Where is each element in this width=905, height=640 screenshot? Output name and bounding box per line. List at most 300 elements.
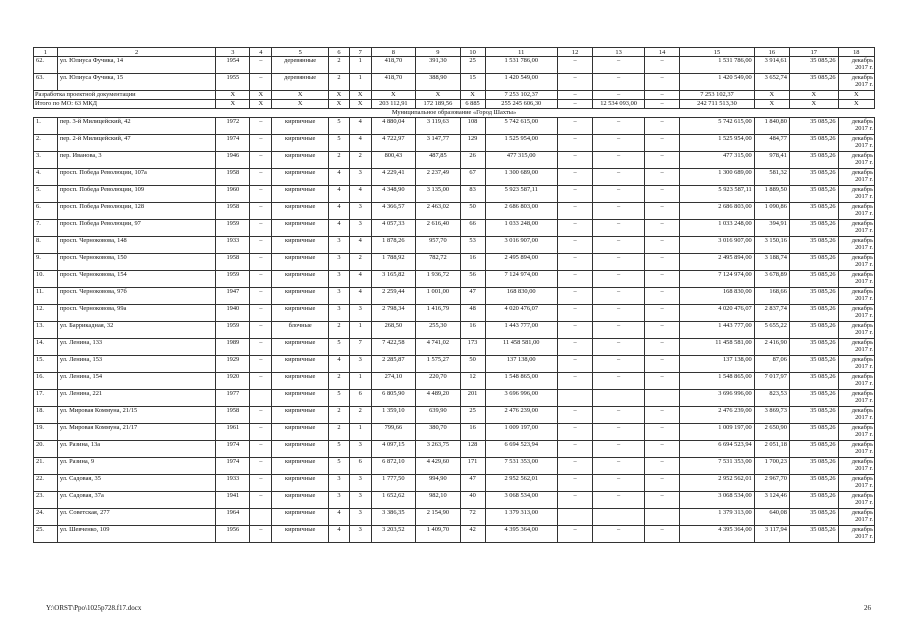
table-cell: 3 [329, 305, 350, 322]
table-cell: 3 263,75 [416, 441, 461, 458]
table-cell: кирпичные [272, 118, 329, 135]
table-cell: – [593, 254, 645, 271]
table-cell: 3 165,82 [371, 271, 416, 288]
table-cell: 1961 [216, 424, 250, 441]
table-cell: – [250, 407, 272, 424]
table-cell: 35 085,26 [789, 407, 838, 424]
table-cell: 201 [460, 390, 485, 407]
table-cell: 3 [349, 356, 371, 373]
table-cell: 25 [460, 57, 485, 74]
table-cell: декабрь 2017 г. [838, 356, 874, 373]
table-cell: 35 085,26 [789, 74, 838, 91]
table-cell: кирпичные [272, 424, 329, 441]
design-docs-row [34, 91, 875, 100]
table-cell: 2 [329, 74, 350, 91]
table-cell: 20. [34, 441, 58, 458]
table-cell: кирпичные [272, 441, 329, 458]
table-cell: 2 686 803,00 [485, 203, 558, 220]
table-cell: – [558, 424, 593, 441]
table-cell: – [593, 305, 645, 322]
table-cell: 14. [34, 339, 58, 356]
table-cell: – [593, 118, 645, 135]
table-cell: – [558, 322, 593, 339]
table-cell: X [754, 91, 789, 100]
table-cell: кирпичные [272, 339, 329, 356]
table-cell: 3 386,35 [371, 509, 416, 526]
table-cell: кирпичные [272, 186, 329, 203]
table-cell: X [838, 91, 874, 100]
table-cell: – [558, 100, 593, 109]
table-cell: 23. [34, 492, 58, 509]
table-cell: 35 085,26 [789, 135, 838, 152]
table-cell: – [558, 475, 593, 492]
table-cell: кирпичные [272, 390, 329, 407]
table-cell: – [250, 339, 272, 356]
table-cell: – [644, 203, 679, 220]
column-number: 14 [644, 48, 679, 57]
column-number-row [34, 48, 875, 57]
table-cell: – [644, 186, 679, 203]
table-cell: X [349, 91, 371, 100]
table-cell: декабрь 2017 г. [838, 492, 874, 509]
table-cell: 978,41 [754, 152, 789, 169]
table-cell: 12. [34, 305, 58, 322]
table-cell: 1 777,50 [371, 475, 416, 492]
table-cell: – [593, 152, 645, 169]
column-number: 4 [250, 48, 272, 57]
table-cell: – [558, 458, 593, 475]
column-number: 3 [216, 48, 250, 57]
table-cell: декабрь 2017 г. [838, 203, 874, 220]
table-cell: 1933 [216, 475, 250, 492]
table-cell: 35 085,26 [789, 492, 838, 509]
table-cell: – [558, 441, 593, 458]
table-cell: – [593, 424, 645, 441]
table-cell: – [644, 526, 679, 543]
table-cell: 1 548 865,00 [485, 373, 558, 390]
table-cell: декабрь 2017 г. [838, 339, 874, 356]
table-cell [250, 509, 272, 526]
table-cell: – [558, 271, 593, 288]
table-cell: кирпичные [272, 135, 329, 152]
table-cell: – [250, 237, 272, 254]
table-cell: 171 [460, 458, 485, 475]
table-cell: 4 489,20 [416, 390, 461, 407]
table-cell: X [216, 100, 250, 109]
table-cell: 1 700,23 [754, 458, 789, 475]
table-cell: – [593, 441, 645, 458]
table-cell: декабрь 2017 г. [838, 424, 874, 441]
table-cell: – [644, 458, 679, 475]
table-cell: – [250, 57, 272, 74]
table-cell: 9. [34, 254, 58, 271]
table-cell: 982,10 [416, 492, 461, 509]
table-cell: X [272, 91, 329, 100]
table-cell: 7 [349, 339, 371, 356]
table-cell: 4 020 476,07 [680, 305, 755, 322]
table-cell: 4 [349, 186, 371, 203]
table-cell: X [460, 91, 485, 100]
table-cell: 3 [329, 492, 350, 509]
table-cell: просп. Победа Революции, 109 [57, 186, 215, 203]
table-cell: 1 420 549,00 [680, 74, 755, 91]
table-cell: – [250, 135, 272, 152]
table-cell: 394,91 [754, 220, 789, 237]
table-cell: 6 885 [460, 100, 485, 109]
table-cell: просп. Черноковова, 99а [57, 305, 215, 322]
section-title: Муниципальное образование «Город Шахты» [34, 109, 875, 118]
table-cell: 3 [349, 305, 371, 322]
table-cell: 1 889,50 [754, 186, 789, 203]
table-cell: кирпичные [272, 169, 329, 186]
table-cell: – [558, 74, 593, 91]
table-cell: 1941 [216, 492, 250, 509]
table-cell: кирпичные [272, 254, 329, 271]
table-cell: 2 495 894,00 [680, 254, 755, 271]
table-cell: – [644, 407, 679, 424]
table-cell: 3 869,73 [754, 407, 789, 424]
table-cell: кирпичные [272, 407, 329, 424]
table-row [34, 492, 875, 509]
table-cell: 1920 [216, 373, 250, 390]
table-cell: 2 154,90 [416, 509, 461, 526]
table-cell: 3 [349, 475, 371, 492]
table-cell: кирпичные [272, 220, 329, 237]
table-cell: 5 [329, 339, 350, 356]
table-cell: – [644, 492, 679, 509]
table-cell: – [558, 407, 593, 424]
table-cell: 4 722,97 [371, 135, 416, 152]
table-cell: 35 085,26 [789, 169, 838, 186]
table-row [34, 458, 875, 475]
table-cell: 35 085,26 [789, 57, 838, 74]
table-cell: ул. Мировая Коммуна, 21/15 [57, 407, 215, 424]
table-cell: 7 017,97 [754, 373, 789, 390]
table-cell: пер. Иванова, 3 [57, 152, 215, 169]
footer-file-path: Y:\ORST\Ppo\1025p728.f17.docx [46, 604, 142, 612]
table-cell: 35 085,26 [789, 322, 838, 339]
table-cell: 16 [460, 322, 485, 339]
table-cell: – [644, 271, 679, 288]
table-cell: 3 150,16 [754, 237, 789, 254]
table-cell: 4 741,02 [416, 339, 461, 356]
table-cell: – [644, 288, 679, 305]
table-cell: 4 395 364,00 [485, 526, 558, 543]
table-cell: ул. Шевченко, 109 [57, 526, 215, 543]
table-cell: – [250, 356, 272, 373]
table-cell: 255 245 606,30 [485, 100, 558, 109]
table-cell: – [644, 220, 679, 237]
table-cell: декабрь 2017 г. [838, 74, 874, 91]
column-number: 12 [558, 48, 593, 57]
table-cell: декабрь 2017 г. [838, 526, 874, 543]
table-cell: 18. [34, 407, 58, 424]
table-cell: 1 [349, 57, 371, 74]
table-cell: 2 [349, 254, 371, 271]
table-cell: 3 [329, 254, 350, 271]
table-cell: – [644, 339, 679, 356]
table-cell: – [250, 441, 272, 458]
table-cell: 67 [460, 169, 485, 186]
table-cell: 3 696 996,00 [485, 390, 558, 407]
table-cell: 35 085,26 [789, 475, 838, 492]
table-cell: 7 253 102,37 [680, 91, 755, 100]
table-row [34, 509, 875, 526]
table-cell: – [558, 152, 593, 169]
table-cell: 4 [349, 135, 371, 152]
table-cell: 3 147,77 [416, 135, 461, 152]
table-cell: 8. [34, 237, 58, 254]
table-cell: X [371, 91, 416, 100]
table-cell: 3 119,63 [416, 118, 461, 135]
table-cell: 12 534 093,00 [593, 100, 645, 109]
table-cell: 380,70 [416, 424, 461, 441]
table-cell: – [250, 186, 272, 203]
table-row [34, 441, 875, 458]
column-number: 18 [838, 48, 874, 57]
section-row [34, 109, 875, 118]
table-cell: 3 914,61 [754, 57, 789, 74]
table-cell [250, 390, 272, 407]
table-cell: 47 [460, 475, 485, 492]
table-cell: 1958 [216, 407, 250, 424]
table-cell: 1958 [216, 169, 250, 186]
table-cell: 35 085,26 [789, 254, 838, 271]
table-cell: – [250, 169, 272, 186]
column-number: 8 [371, 48, 416, 57]
table-cell: 1989 [216, 339, 250, 356]
table-cell: ул. Разина, 9 [57, 458, 215, 475]
table-cell: 1 033 248,00 [485, 220, 558, 237]
table-cell: 3 [349, 492, 371, 509]
table-cell: 2 837,74 [754, 305, 789, 322]
table-cell: – [593, 458, 645, 475]
table-cell: 3 [329, 288, 350, 305]
table-cell: 2 967,70 [754, 475, 789, 492]
table-cell: кирпичные [272, 203, 329, 220]
table-cell: – [644, 152, 679, 169]
table-cell: 35 085,26 [789, 288, 838, 305]
table-cell: 487,85 [416, 152, 461, 169]
table-cell: 6 [349, 390, 371, 407]
table-cell: деревянные [272, 74, 329, 91]
table-cell: 19. [34, 424, 58, 441]
table-cell: декабрь 2017 г. [838, 220, 874, 237]
table-cell: просп. Черноковова, 154 [57, 271, 215, 288]
table-cell: 3 [349, 441, 371, 458]
table-cell: 4 [349, 271, 371, 288]
table-cell: – [558, 135, 593, 152]
table-cell: 1977 [216, 390, 250, 407]
table-cell: ул. Баррикадная, 32 [57, 322, 215, 339]
table-cell: просп. Победа Революции, 128 [57, 203, 215, 220]
table-cell: 1959 [216, 271, 250, 288]
table-cell: ул. Садовая, 37а [57, 492, 215, 509]
table-cell: 4 [329, 220, 350, 237]
table-cell: 1940 [216, 305, 250, 322]
table-cell: 7 124 974,00 [680, 271, 755, 288]
table-cell: 1 300 689,00 [485, 169, 558, 186]
table-row [34, 356, 875, 373]
table-cell: 2 952 562,01 [485, 475, 558, 492]
table-cell: 168 830,00 [680, 288, 755, 305]
table-cell: ул. Ленина, 153 [57, 356, 215, 373]
table-cell: 15. [34, 356, 58, 373]
table-cell: 35 085,26 [789, 305, 838, 322]
table-cell: – [644, 441, 679, 458]
table-cell: – [644, 424, 679, 441]
table-cell: – [644, 57, 679, 74]
table-cell: 2 416,90 [754, 339, 789, 356]
table-cell: – [593, 186, 645, 203]
table-cell: – [558, 288, 593, 305]
table-cell: – [558, 373, 593, 390]
table-cell: X [754, 100, 789, 109]
table-cell: 1974 [216, 441, 250, 458]
table-row [34, 203, 875, 220]
table-cell: 823,53 [754, 390, 789, 407]
table-cell: блочные [272, 322, 329, 339]
column-number: 15 [680, 48, 755, 57]
table-cell: кирпичные [272, 475, 329, 492]
table-cell: – [250, 458, 272, 475]
table-cell: 581,32 [754, 169, 789, 186]
table-cell: – [593, 322, 645, 339]
table-cell: 56 [460, 271, 485, 288]
table-cell: X [416, 91, 461, 100]
table-cell: 1956 [216, 526, 250, 543]
table-cell: – [593, 91, 645, 100]
table-cell: кирпичные [272, 356, 329, 373]
table-cell: 799,66 [371, 424, 416, 441]
table-cell: 1 [349, 74, 371, 91]
table-cell: 1 443 777,00 [485, 322, 558, 339]
table-cell: 1955 [216, 74, 250, 91]
table-cell: – [644, 100, 679, 109]
table-cell: 2 686 803,00 [680, 203, 755, 220]
table-cell: 5. [34, 186, 58, 203]
table-cell: 3 678,89 [754, 271, 789, 288]
table-cell: – [250, 424, 272, 441]
table-cell: просп. Победа Революции, 107а [57, 169, 215, 186]
table-cell: 1 525 954,00 [680, 135, 755, 152]
column-number: 9 [416, 48, 461, 57]
table-cell: 2 [329, 322, 350, 339]
table-cell: X [838, 100, 874, 109]
table-cell: декабрь 2017 г. [838, 390, 874, 407]
table-cell: 268,50 [371, 322, 416, 339]
table-cell: 242 711 513,30 [680, 100, 755, 109]
table-cell: – [558, 254, 593, 271]
table-cell: 1 [349, 424, 371, 441]
table-cell: – [250, 492, 272, 509]
table-cell: кирпичные [272, 492, 329, 509]
table-cell: 1 090,86 [754, 203, 789, 220]
table-cell: 2 [349, 407, 371, 424]
mkd-capital-repair-table [33, 47, 875, 543]
table-cell: – [250, 288, 272, 305]
table-row [34, 237, 875, 254]
table-cell: 7 253 102,37 [485, 91, 558, 100]
table-cell: 35 085,26 [789, 373, 838, 390]
table-cell: 418,70 [371, 57, 416, 74]
table-cell: – [250, 271, 272, 288]
table-cell: просп. Черноковова, 150 [57, 254, 215, 271]
table-cell: 3 [349, 203, 371, 220]
table-cell: 1972 [216, 118, 250, 135]
table-cell: – [644, 356, 679, 373]
table-cell: 4 057,33 [371, 220, 416, 237]
table-cell: – [250, 305, 272, 322]
table-cell: – [593, 203, 645, 220]
table-cell: ул. Садовая, 35 [57, 475, 215, 492]
table-cell: ул. Ленина, 154 [57, 373, 215, 390]
table-cell: 1 548 865,00 [680, 373, 755, 390]
table-cell: – [593, 356, 645, 373]
table-cell: декабрь 2017 г. [838, 509, 874, 526]
table-cell: – [558, 57, 593, 74]
table-cell: 3 [349, 526, 371, 543]
column-number: 5 [272, 48, 329, 57]
table-cell: декабрь 2017 г. [838, 169, 874, 186]
table-cell: 129 [460, 135, 485, 152]
table-cell: 5 [329, 118, 350, 135]
table-cell: 1958 [216, 254, 250, 271]
table-row [34, 288, 875, 305]
table-cell: – [558, 118, 593, 135]
table-cell: декабрь 2017 г. [838, 475, 874, 492]
table-cell: 1 009 197,00 [680, 424, 755, 441]
table-row [34, 254, 875, 271]
table-cell: 1959 [216, 322, 250, 339]
table-cell: 16. [34, 373, 58, 390]
table-cell: 25. [34, 526, 58, 543]
table-cell: 128 [460, 441, 485, 458]
table-cell: 24. [34, 509, 58, 526]
table-cell: 1964 [216, 509, 250, 526]
table-cell: – [250, 322, 272, 339]
table-cell: 477 315,00 [485, 152, 558, 169]
table-cell: 1 009 197,00 [485, 424, 558, 441]
table-cell: 11 458 581,00 [680, 339, 755, 356]
table-cell: 2 285,87 [371, 356, 416, 373]
table-row [34, 390, 875, 407]
table-cell: – [593, 74, 645, 91]
table-cell: 255,30 [416, 322, 461, 339]
table-row [34, 322, 875, 339]
table-cell: – [558, 220, 593, 237]
table-cell: 35 085,26 [789, 186, 838, 203]
table-cell: 2 051,18 [754, 441, 789, 458]
table-cell: 2 495 894,00 [485, 254, 558, 271]
table-cell: – [593, 57, 645, 74]
table-cell: деревянные [272, 57, 329, 74]
table-cell: пер. 3-й Милицейский, 42 [57, 118, 215, 135]
table-cell: 4 366,57 [371, 203, 416, 220]
table-cell: – [593, 169, 645, 186]
table-cell: 35 085,26 [789, 509, 838, 526]
table-cell: 15 [460, 74, 485, 91]
table-cell: 1974 [216, 135, 250, 152]
table-cell: 168,66 [754, 288, 789, 305]
table-cell: X [329, 100, 350, 109]
table-cell: 5 [329, 135, 350, 152]
table-cell: 274,10 [371, 373, 416, 390]
table-row [34, 74, 875, 91]
table-cell: 35 085,26 [789, 237, 838, 254]
table-cell: X [329, 91, 350, 100]
table-cell: 4. [34, 169, 58, 186]
